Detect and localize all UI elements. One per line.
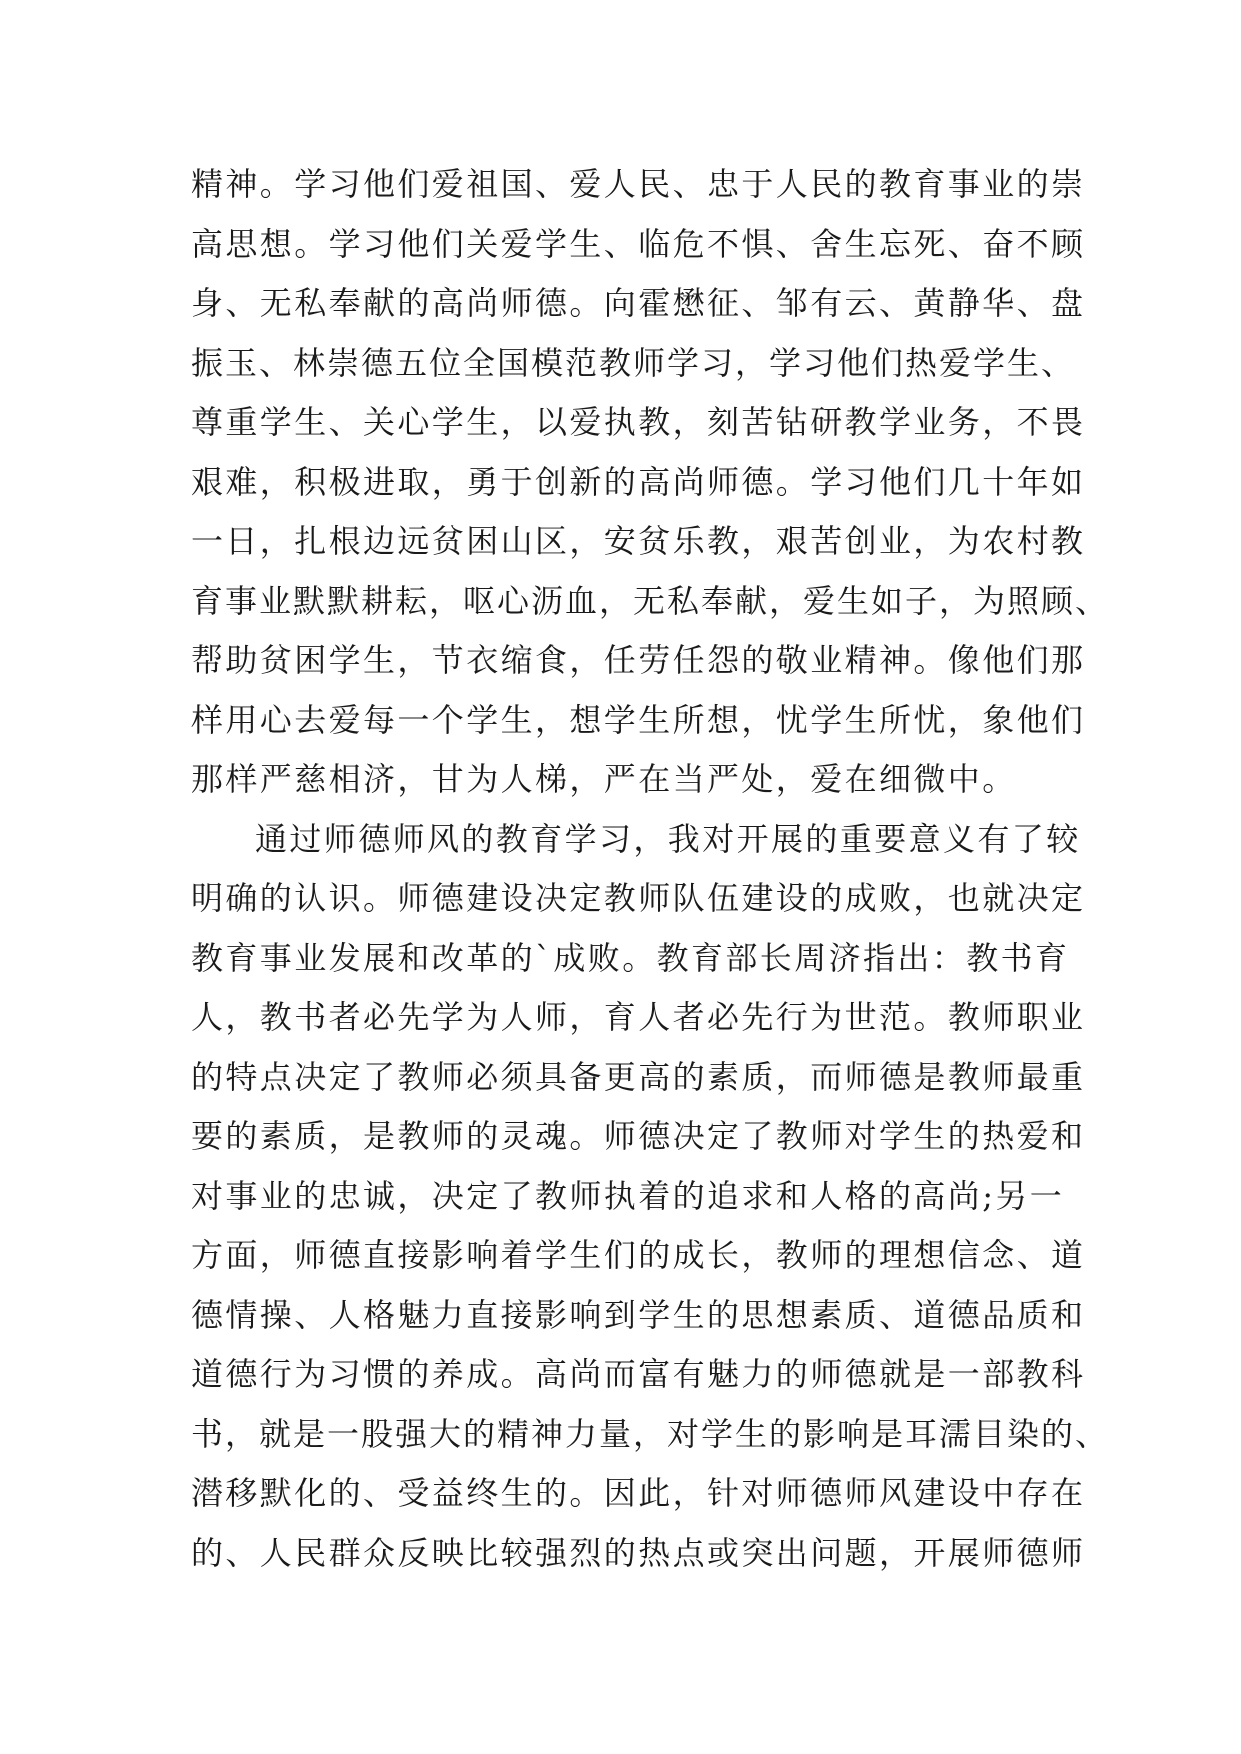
text-line: 一日，扎根边远贫困山区，安贫乐教，艰苦创业，为农村教 (191, 522, 1086, 560)
text-line: 那样严慈相济，甘为人梯，严在当严处，爱在细微中。 (191, 760, 1017, 798)
paragraph-start-line: 通过师德师风的教育学习，我对开展的重要意义有了较 (255, 819, 1081, 858)
text-line: 样用心去爱每一个学生，想学生所想，忧学生所忧，象他们 (191, 700, 1086, 739)
text-line: 尊重学生、关心学生，以爱执教，刻苦钻研教学业务，不畏 (191, 403, 1086, 441)
text-line: 德情操、人格魅力直接影响到学生的思想素质、道德品质和 (191, 1295, 1086, 1334)
body-text (191, 155, 1110, 1583)
text-line: 书，就是一股强大的精神力量，对学生的影响是耳濡目染的、 (191, 1414, 1110, 1453)
text-line: 艰难，积极进取，勇于创新的高尚师德。学习他们几十年如 (191, 462, 1086, 501)
text-line: 的特点决定了教师必须具备更高的素质，而师德是教师最重 (191, 1057, 1086, 1096)
text-line: 教育事业发展和改革的`成败。教育部长周济指出：教书育 (191, 938, 1070, 977)
text-line: 道德行为习惯的养成。高尚而富有魅力的师德就是一部教科 (191, 1355, 1086, 1393)
text-line: 潜移默化的、受益终生的。因此，针对师德师风建设中存在 (191, 1474, 1086, 1512)
text-line: 帮助贫困学生，节衣缩食，任劳任怨的敬业精神。像他们那 (191, 641, 1086, 679)
text-line: 对事业的忠诚，决定了教师执着的追求和人格的高尚;另一 (191, 1176, 1065, 1215)
text-line: 的、人民群众反映比较强烈的热点或突出问题，开展师德师 (191, 1533, 1086, 1572)
text-line: 要的素质，是教师的灵魂。师德决定了教师对学生的热爱和 (191, 1117, 1086, 1155)
text-line: 精神。学习他们爱祖国、爱人民、忠于人民的教育事业的崇 (191, 165, 1086, 203)
text-line: 振玉、林崇德五位全国模范教师学习，学习他们热爱学生、 (191, 343, 1076, 382)
text-line: 高思想。学习他们关爱学生、临危不惧、舍生忘死、奋不顾 (191, 224, 1086, 263)
text-line: 明确的认识。师德建设决定教师队伍建设的成败，也就决定 (191, 879, 1086, 917)
text-line: 人，教书者必先学为人师，育人者必先行为世范。教师职业 (191, 998, 1086, 1036)
text-line: 身、无私奉献的高尚师德。向霍懋征、邹有云、黄静华、盘 (191, 284, 1086, 322)
text-line: 育事业默默耕耘，呕心沥血，无私奉献，爱生如子，为照顾、 (191, 581, 1110, 620)
text-line: 方面，师德直接影响着学生们的成长，教师的理想信念、道 (191, 1236, 1086, 1274)
